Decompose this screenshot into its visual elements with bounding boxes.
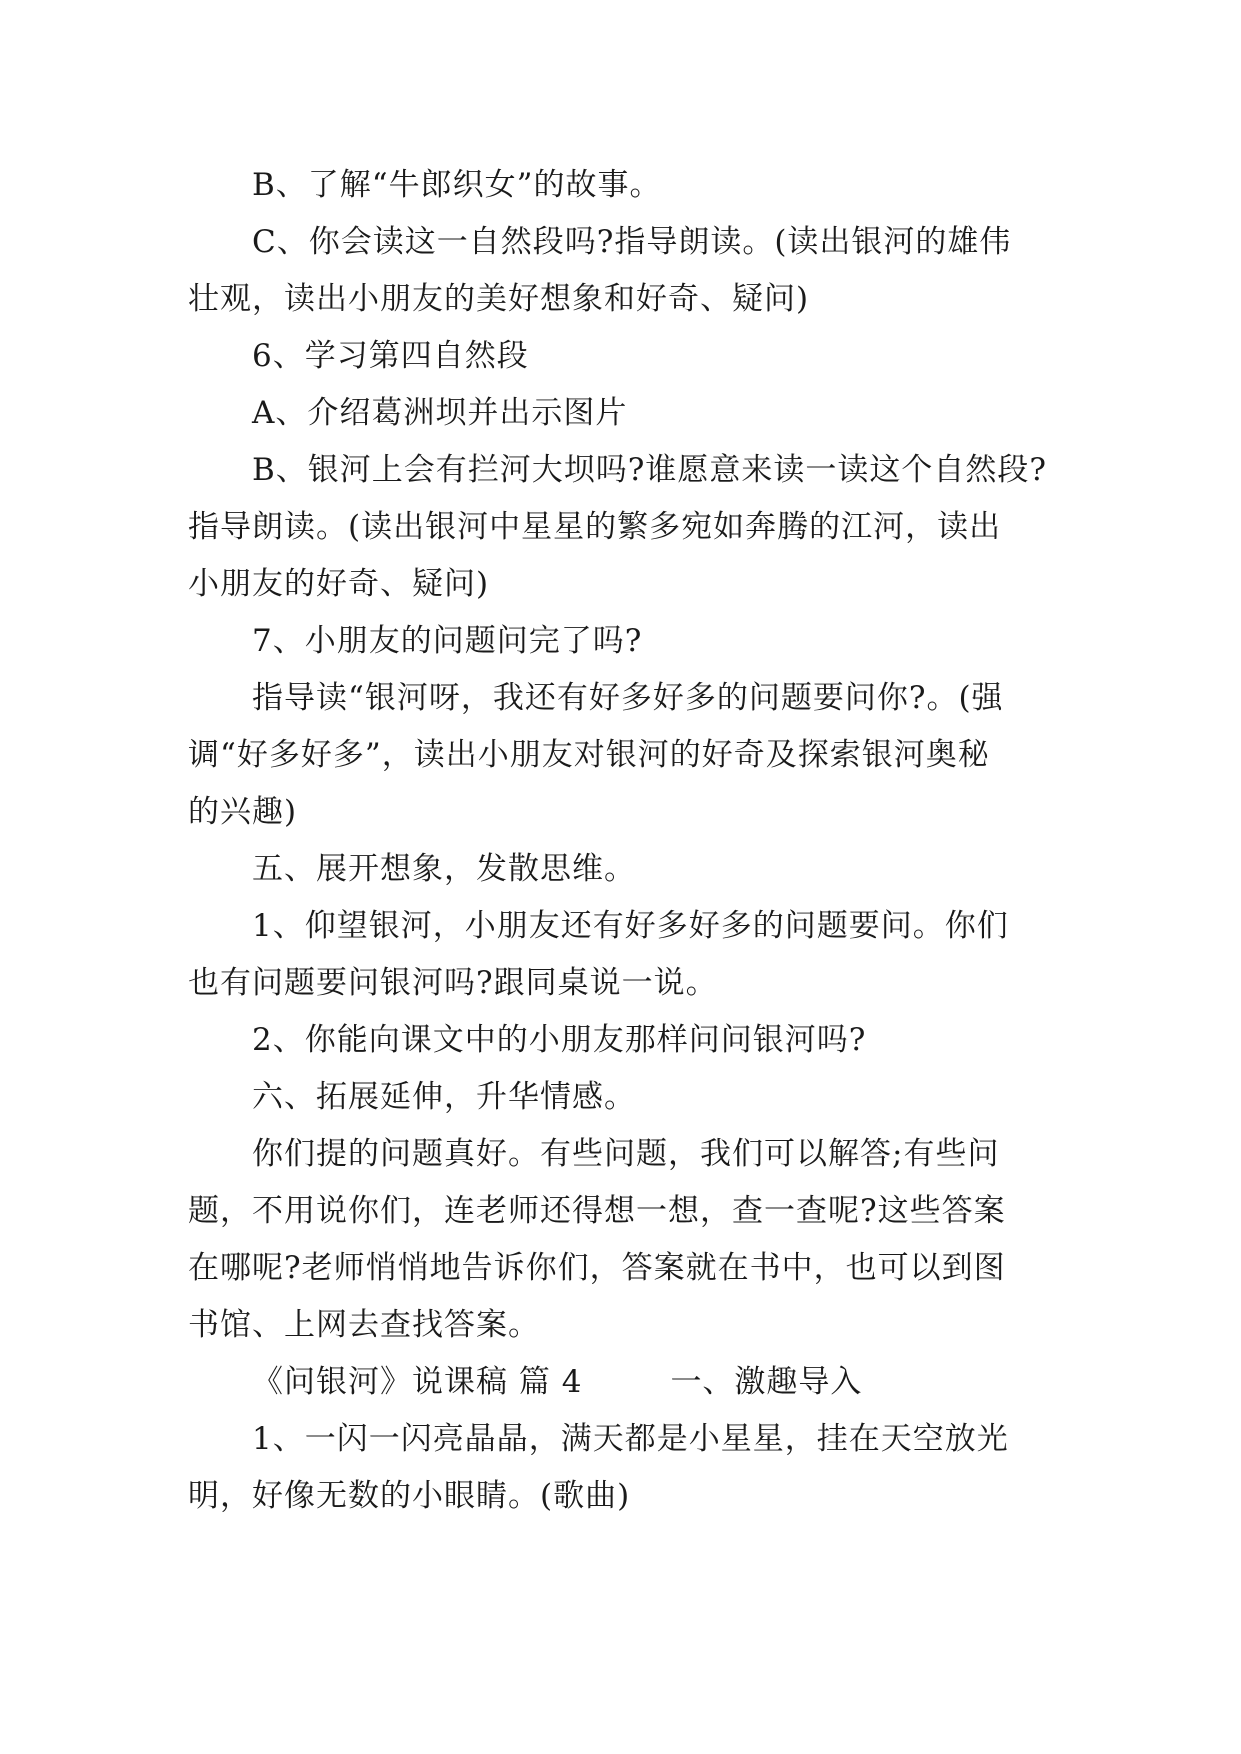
section-heading-title: 《问银河》说课稿 篇 4 [252,1364,583,1400]
paragraph-line: C、你会读这一自然段吗?指导朗读。(读出银河的雄伟 [252,224,1012,260]
paragraph-line: 书馆、上网去查找答案。 [188,1307,540,1343]
paragraph-line: 指导朗读。(读出银河中星星的繁多宛如奔腾的江河，读出 [188,509,1002,545]
paragraph-line: 壮观，读出小朋友的美好想象和好奇、疑问) [188,281,810,317]
paragraph-line: 调“好多好多”，读出小朋友对银河的好奇及探索银河奥秘 [188,737,990,773]
paragraph-line: B、银河上会有拦河大坝吗?谁愿意来读一读这个自然段? [252,452,1048,488]
paragraph-line: 在哪呢?老师悄悄地告诉你们，答案就在书中，也可以到图 [188,1250,1006,1286]
paragraph-line: 1、仰望银河，小朋友还有好多好多的问题要问。你们 [252,908,1009,944]
paragraph-line: B、了解“牛郎织女”的故事。 [252,167,662,203]
paragraph-line: 明，好像无数的小眼睛。(歌曲) [188,1478,631,1514]
paragraph-line: 题，不用说你们，连老师还得想一想，查一查呢?这些答案 [188,1193,1006,1229]
section-heading-subtitle: 一、激趣导入 [670,1364,863,1400]
paragraph-line: 7、小朋友的问题问完了吗? [252,623,643,659]
paragraph-line: A、介绍葛洲坝并出示图片 [252,395,628,431]
paragraph-line: 你们提的问题真好。有些问题，我们可以解答;有些问 [252,1136,1000,1172]
paragraph-line: 也有问题要问银河吗?跟同桌说一说。 [188,965,718,1001]
section-heading [252,1362,1068,1402]
paragraph-line: 五、展开想象，发散思维。 [252,851,636,887]
paragraph-line: 六、拓展延伸，升华情感。 [252,1079,636,1115]
paragraph-line: 的兴趣) [188,794,298,830]
paragraph-line: 1、一闪一闪亮晶晶，满天都是小星星，挂在天空放光 [252,1421,1009,1457]
paragraph-line: 小朋友的好奇、疑问) [188,566,490,602]
paragraph-line: 指导读“银河呀，我还有好多好多的问题要问你?。(强 [252,680,1004,716]
paragraph-line: 6、学习第四自然段 [252,338,529,374]
paragraph-line: 2、你能向课文中的小朋友那样问问银河吗? [252,1022,867,1058]
